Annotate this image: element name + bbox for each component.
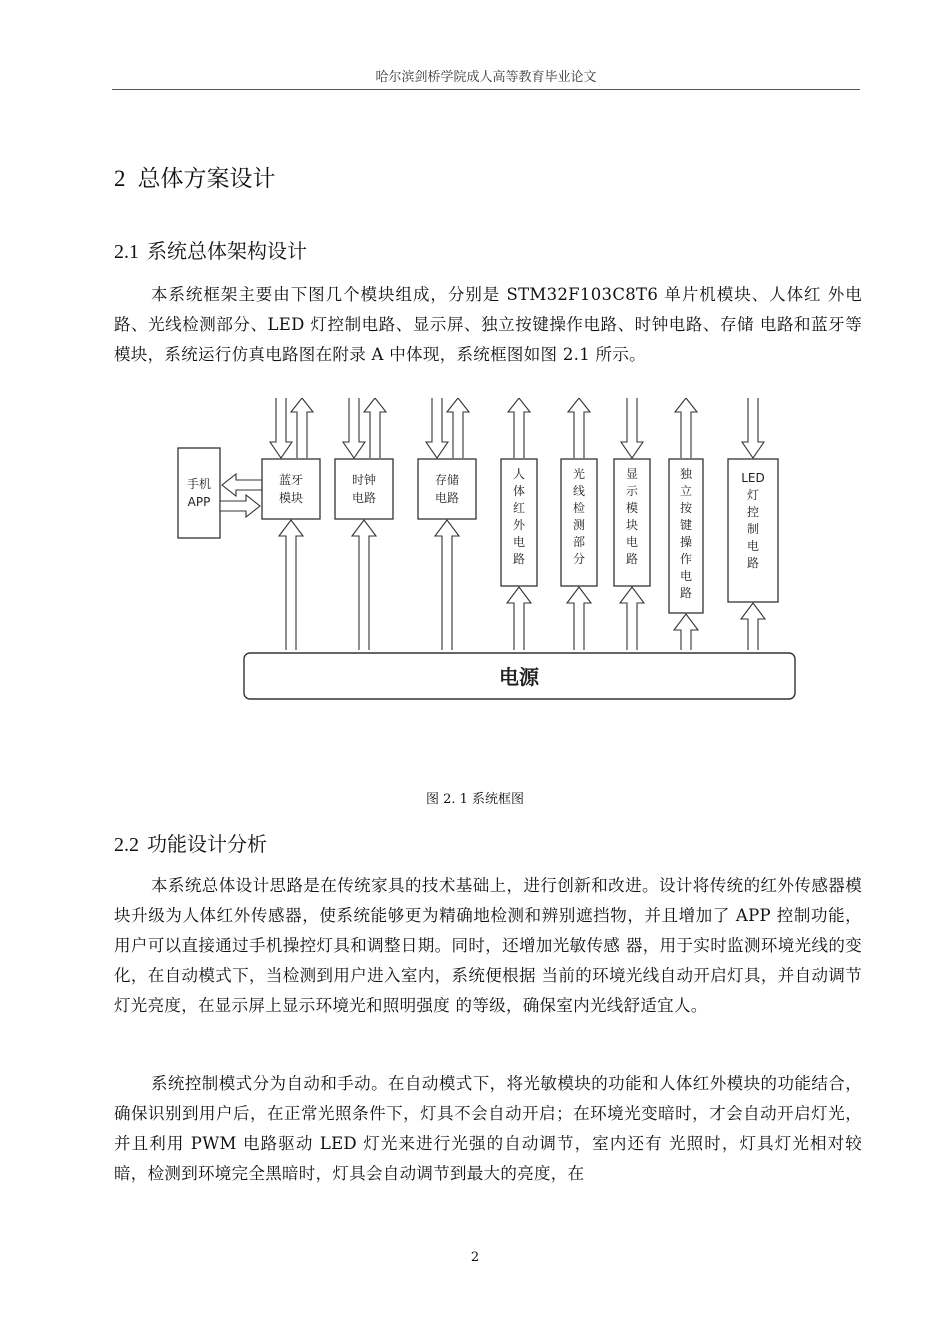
arrow-bluetooth-to-phone bbox=[222, 474, 262, 496]
display-module-label-char: 示 bbox=[625, 484, 639, 498]
section-heading bbox=[114, 160, 276, 193]
storage-label-1: 存储 bbox=[434, 473, 460, 487]
button-module-label-char: 路 bbox=[679, 586, 693, 600]
button-module-label-char: 作 bbox=[679, 552, 693, 566]
arrow-power-led bbox=[741, 603, 765, 650]
subsection-heading-2-2 bbox=[114, 828, 267, 857]
arrow-power-button bbox=[674, 614, 698, 650]
phone-app-box bbox=[178, 448, 220, 538]
button-module-label-char: 电 bbox=[679, 569, 693, 583]
subsection-title: 功能设计分析 bbox=[147, 832, 267, 856]
clock-label-1: 时钟 bbox=[351, 473, 377, 487]
button-module-label-char: 按 bbox=[679, 501, 693, 515]
arrow-phone-to-bluetooth bbox=[220, 495, 260, 517]
led-control-label-char: 灯 bbox=[746, 488, 760, 502]
arrow-top-bluetooth-up bbox=[291, 398, 313, 458]
section-title: 总体方案设计 bbox=[137, 166, 276, 192]
led-control-label-char: LED bbox=[741, 471, 765, 485]
button-module-label-char: 立 bbox=[679, 484, 693, 498]
subsection-title: 系统总体架构设计 bbox=[147, 239, 307, 263]
led-control-label-char: 制 bbox=[746, 522, 760, 536]
light-detect-label-char: 光 bbox=[572, 467, 586, 481]
display-module-label-char: 路 bbox=[625, 552, 639, 566]
arrow-power-bluetooth bbox=[279, 520, 303, 650]
header-rule bbox=[112, 89, 860, 90]
page-number: 2 bbox=[470, 1250, 480, 1265]
clock-module-box bbox=[335, 459, 393, 519]
human-infrared-label-char: 人 bbox=[512, 467, 526, 481]
arrow-top-bluetooth-down bbox=[270, 398, 292, 458]
page-header: 哈尔滨剑桥学院成人高等教育毕业论文 bbox=[375, 70, 597, 85]
button-module-label-char: 键 bbox=[679, 518, 693, 532]
paragraph-2-2-b: 系统控制模式分为自动和手动。在自动模式下，将光敏模块的功能和人体红外模块的功能结合，确保识别到用户后，在正常光照条件下，灯具不会自动开启；在环境光变暗时，才会自动开启灯光，并且利用 PWM 电路驱动 LED 灯光来进行光强的自动调节，室内还有 光照时，灯具灯光相对较暗，检测到环境完全黑暗时，灯具会自动调节到最大的亮度，在 bbox=[114, 1074, 862, 1183]
light-detect-label-char: 测 bbox=[572, 518, 586, 532]
button-module-label-char: 独 bbox=[679, 467, 693, 481]
storage-label-2: 电路 bbox=[434, 491, 460, 505]
phone-app-label-1: 手机 bbox=[186, 477, 212, 491]
human-infrared-label-char: 路 bbox=[512, 552, 526, 566]
human-infrared-label-char: 电 bbox=[512, 535, 526, 549]
arrow-power-storage bbox=[435, 520, 459, 650]
power-label: 电源 bbox=[499, 665, 539, 689]
subsection-number: 2.1 bbox=[114, 241, 139, 263]
arrow-top-storage-down bbox=[426, 398, 448, 458]
arrow-power-infrared bbox=[507, 587, 531, 650]
arrow-top-button-up bbox=[675, 398, 697, 458]
arrow-power-light bbox=[567, 587, 591, 650]
arrow-top-storage-up bbox=[447, 398, 469, 458]
figure-caption: 图 2. 1 系统框图 bbox=[425, 792, 525, 807]
arrow-top-clock-down bbox=[343, 398, 365, 458]
storage-module-box bbox=[418, 459, 476, 519]
paragraph-2-1: 本系统框架主要由下图几个模块组成，分别是 STM32F103C8T6 单片机模块、人体红 外电路、光线检测部分、LED 灯控制电路、显示屏、独立按键操作电路、时钟电路、存储 电路和蓝牙等模块，系统运行仿真电路图在附录 A 中体现，系统框图如图 2.1 所示。 bbox=[114, 285, 862, 364]
arrow-top-light-up bbox=[568, 398, 590, 458]
display-module-label-char: 显 bbox=[625, 467, 639, 481]
section-number: 2 bbox=[114, 166, 126, 191]
bluetooth-label-2: 模块 bbox=[278, 491, 304, 505]
light-detect-label-char: 线 bbox=[572, 484, 586, 498]
bluetooth-label-1: 蓝牙 bbox=[278, 473, 304, 487]
human-infrared-label-char: 外 bbox=[512, 518, 526, 532]
arrow-power-display bbox=[620, 587, 644, 650]
arrow-top-led-down bbox=[742, 398, 764, 458]
clock-label-2: 电路 bbox=[351, 491, 377, 505]
display-module-label-char: 电 bbox=[625, 535, 639, 549]
system-block-diagram bbox=[170, 398, 810, 708]
arrow-top-infrared-up bbox=[508, 398, 530, 458]
led-control-label-char: 控 bbox=[746, 505, 760, 519]
human-infrared-label-char: 红 bbox=[512, 501, 526, 515]
phone-app-label-2: APP bbox=[187, 495, 211, 509]
display-module-label-char: 块 bbox=[625, 518, 639, 532]
led-control-label-char: 电 bbox=[746, 539, 760, 553]
arrow-top-clock-up bbox=[364, 398, 386, 458]
light-detect-label-char: 分 bbox=[572, 552, 586, 566]
bluetooth-module-box bbox=[262, 459, 320, 519]
arrow-top-display-down bbox=[621, 398, 643, 458]
subsection-heading-2-1 bbox=[114, 235, 307, 264]
display-module-label-char: 模 bbox=[625, 501, 639, 515]
button-module-label-char: 操 bbox=[679, 535, 693, 549]
subsection-number: 2.2 bbox=[114, 834, 139, 856]
paragraph-2-2-a: 本系统总体设计思路是在传统家具的技术基础上，进行创新和改进。设计将传统的红外传感器模块升级为人体红外传感器，使系统能够更为精确地检测和辨别遮挡物，并且增加了 APP 控制功能，用户可以直接通过手机操控灯具和调整日期。同时，还增加光敏传感 器，用于实时监测环境光线的变化，在自动模式下，当检测到用户进入室内，系统便根据 当前的环境光线自动开启灯具，并自动调节灯光亮度，在显示屏上显示环境光和照明强度 的等级，确保室内光线舒适宜人。 bbox=[114, 876, 862, 1015]
light-detect-label-char: 部 bbox=[572, 535, 586, 549]
led-control-label-char: 路 bbox=[746, 556, 760, 570]
light-detect-label-char: 检 bbox=[572, 501, 586, 515]
arrow-power-clock bbox=[352, 520, 376, 650]
human-infrared-label-char: 体 bbox=[512, 484, 526, 498]
